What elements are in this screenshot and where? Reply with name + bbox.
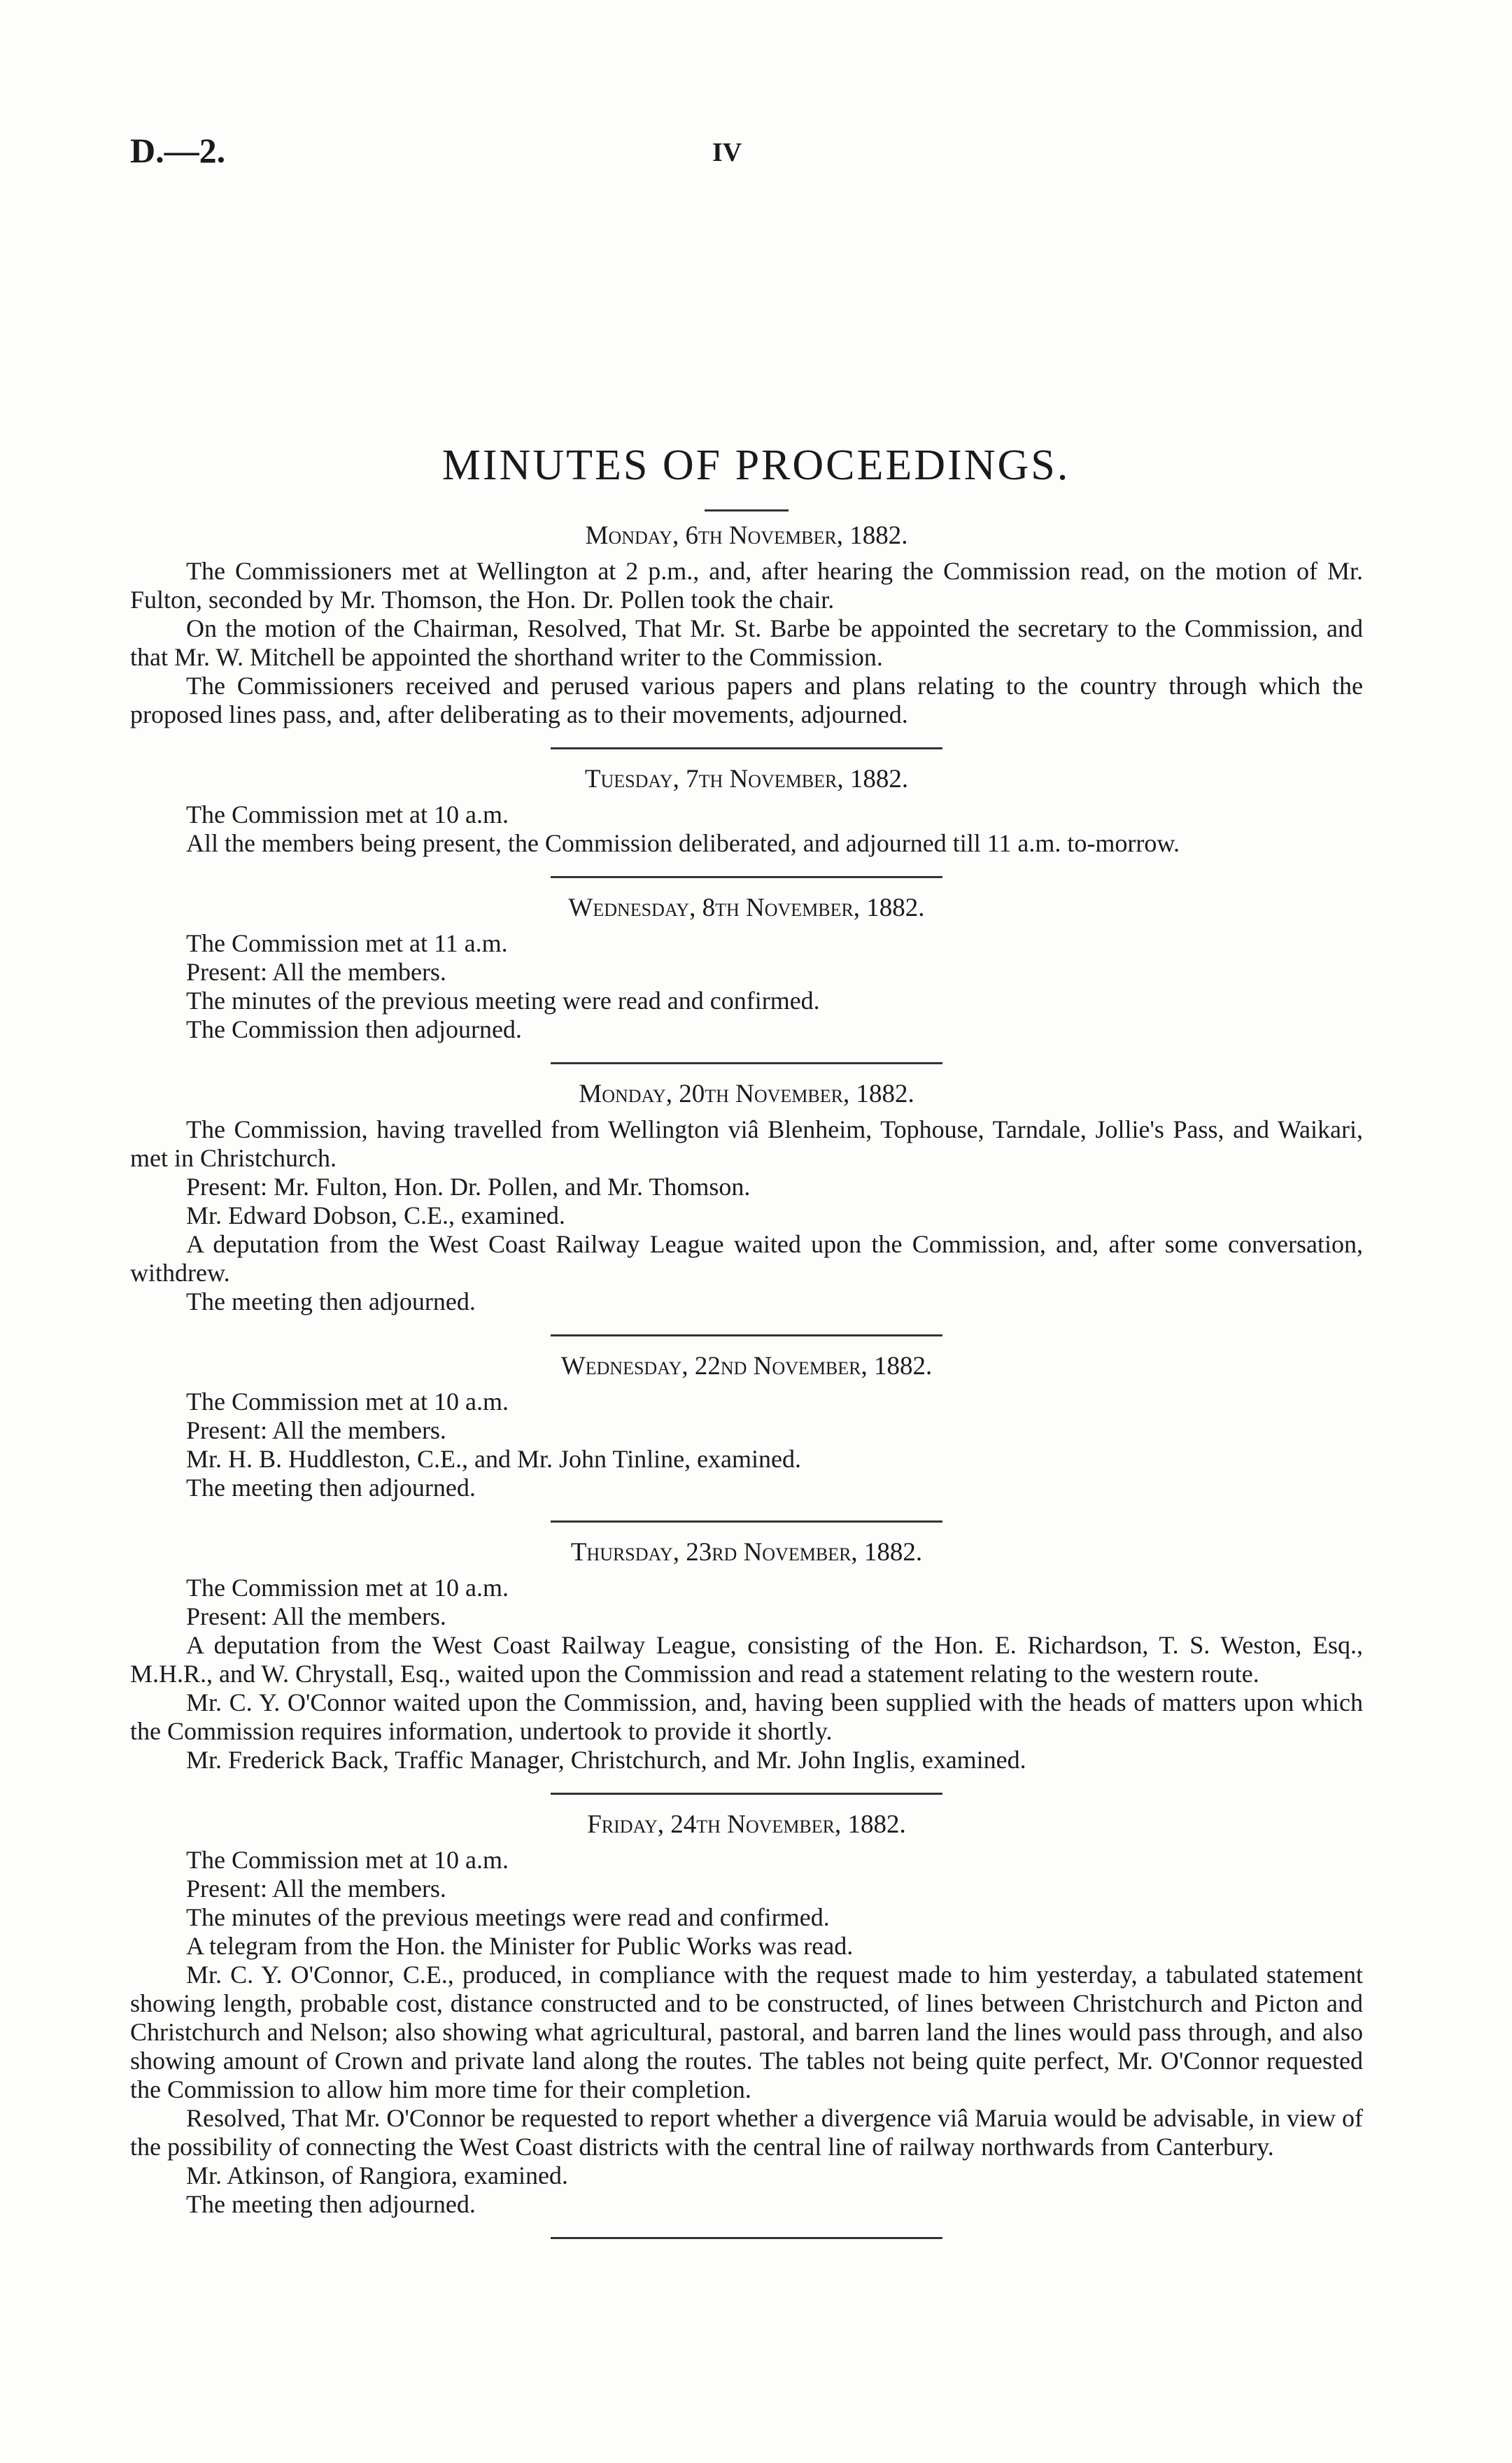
minute-paragraph: The Commission met at 10 a.m.	[186, 800, 509, 828]
section-divider	[551, 1062, 942, 1064]
meeting-date: Wednesday, 8th November, 1882.	[568, 894, 925, 922]
minute-paragraph: The Commission met at 10 a.m.	[186, 1846, 509, 1874]
minute-paragraph: The meeting then adjourned.	[186, 1474, 476, 1502]
minute-paragraph: Mr. C. Y. O'Connor waited upon the Commission, and, having been supplied with the heads of matters upon which the Commission requires information, undertook to provide it shortly.	[130, 1688, 1363, 1745]
minute-paragraph: Present: All the members.	[186, 958, 446, 986]
minute-paragraph: The Commission met at 11 a.m.	[186, 929, 508, 957]
end-divider	[551, 2237, 942, 2239]
section-divider	[551, 876, 942, 878]
section-divider	[551, 747, 942, 749]
section-divider	[705, 509, 789, 511]
minute-paragraph: Present: Mr. Fulton, Hon. Dr. Pollen, and Mr. Thomson.	[186, 1173, 751, 1201]
minute-paragraph: All the members being present, the Commission deliberated, and adjourned till 11 a.m. to-morrow.	[186, 829, 1180, 857]
meeting-date: Thursday, 23rd November, 1882.	[570, 1538, 923, 1567]
page-title: MINUTES OF PROCEEDINGS.	[441, 442, 1071, 489]
page-reference: D.—2.	[130, 131, 226, 170]
minute-paragraph: Present: All the members.	[186, 1602, 446, 1630]
page-number: IV	[712, 138, 742, 167]
minute-paragraph: Present: All the members.	[186, 1875, 446, 1903]
meeting-date: Monday, 20th November, 1882.	[579, 1080, 914, 1108]
minute-paragraph: Mr. Frederick Back, Traffic Manager, Christchurch, and Mr. John Inglis, examined.	[186, 1746, 1026, 1774]
minute-paragraph: Mr. C. Y. O'Connor, C.E., produced, in compliance with the request made to him yesterday, a tabulated statement showing length, probable cost, distance constructed and to be constructed, of lines between Christchurch and Picton and Christchurch and Nelson; also showing what agricultural, pastoral, and barren land the lines would pass through, and also showing amount of Crown and private land along the routes. The tables not being quite perfect, Mr. O'Connor requested the Commission to allow him more time for their completion.	[130, 1961, 1363, 2103]
minute-paragraph: Resolved, That Mr. O'Connor be requested to report whether a divergence viâ Maruia would be advisable, in view of the possibility of connecting the West Coast districts with the central line of railway northwards from Canterbury.	[130, 2104, 1363, 2161]
minute-paragraph: Mr. Edward Dobson, C.E., examined.	[186, 1201, 565, 1229]
minute-paragraph: A telegram from the Hon. the Minister for Public Works was read.	[186, 1932, 854, 1960]
meeting-date: Wednesday, 22nd November, 1882.	[560, 1352, 933, 1381]
minute-paragraph: A deputation from the West Coast Railway League, consisting of the Hon. E. Richardson, T. S. Weston, Esq., M.H.R., and W. Chrystall, Esq., waited upon the Commission and read a statement relating to the western route.	[130, 1631, 1363, 1688]
meeting-date: Friday, 24th November, 1882.	[587, 1810, 906, 1839]
minute-paragraph: The minutes of the previous meetings were read and confirmed.	[186, 1903, 830, 1931]
minute-paragraph: The meeting then adjourned.	[186, 2190, 476, 2218]
minute-paragraph: The Commissioners received and perused various papers and plans relating to the country through which the proposed lines pass, and, after deliberating as to their movements, adjourned.	[130, 672, 1363, 728]
minute-paragraph: On the motion of the Chairman, Resolved, That Mr. St. Barbe be appointed the secretary to the Commission, and that Mr. W. Mitchell be appointed the shorthand writer to the Commission.	[130, 614, 1363, 671]
minute-paragraph: Present: All the members.	[186, 1416, 446, 1444]
minute-paragraph: The Commission, having travelled from Wellington viâ Blenheim, Tophouse, Tarndale, Jollie's Pass, and Waikari, met in Christchurch.	[130, 1115, 1363, 1172]
section-divider	[551, 1334, 942, 1336]
minute-paragraph: The minutes of the previous meeting were read and confirmed.	[186, 987, 820, 1015]
section-divider	[551, 1793, 942, 1795]
meeting-date: Tuesday, 7th November, 1882.	[584, 765, 909, 793]
minute-paragraph: The Commissioners met at Wellington at 2 p.m., and, after hearing the Commission read, on the motion of Mr. Fulton, seconded by Mr. Thomson, the Hon. Dr. Pollen took the chair.	[130, 557, 1363, 614]
minute-paragraph: A deputation from the West Coast Railway League waited upon the Commission, and, after some conversation, withdrew.	[130, 1230, 1363, 1287]
meeting-date: Monday, 6th November, 1882.	[585, 521, 908, 550]
minute-paragraph: Mr. H. B. Huddleston, C.E., and Mr. John Tinline, examined.	[186, 1445, 802, 1473]
minute-paragraph: Mr. Atkinson, of Rangiora, examined.	[186, 2161, 568, 2189]
minute-paragraph: The meeting then adjourned.	[186, 1287, 476, 1315]
section-divider	[551, 1520, 942, 1523]
minute-paragraph: The Commission met at 10 a.m.	[186, 1388, 509, 1416]
minutes-body	[130, 490, 1363, 2254]
minute-paragraph: The Commission met at 10 a.m.	[186, 1574, 509, 1602]
minute-paragraph: The Commission then adjourned.	[186, 1015, 522, 1043]
